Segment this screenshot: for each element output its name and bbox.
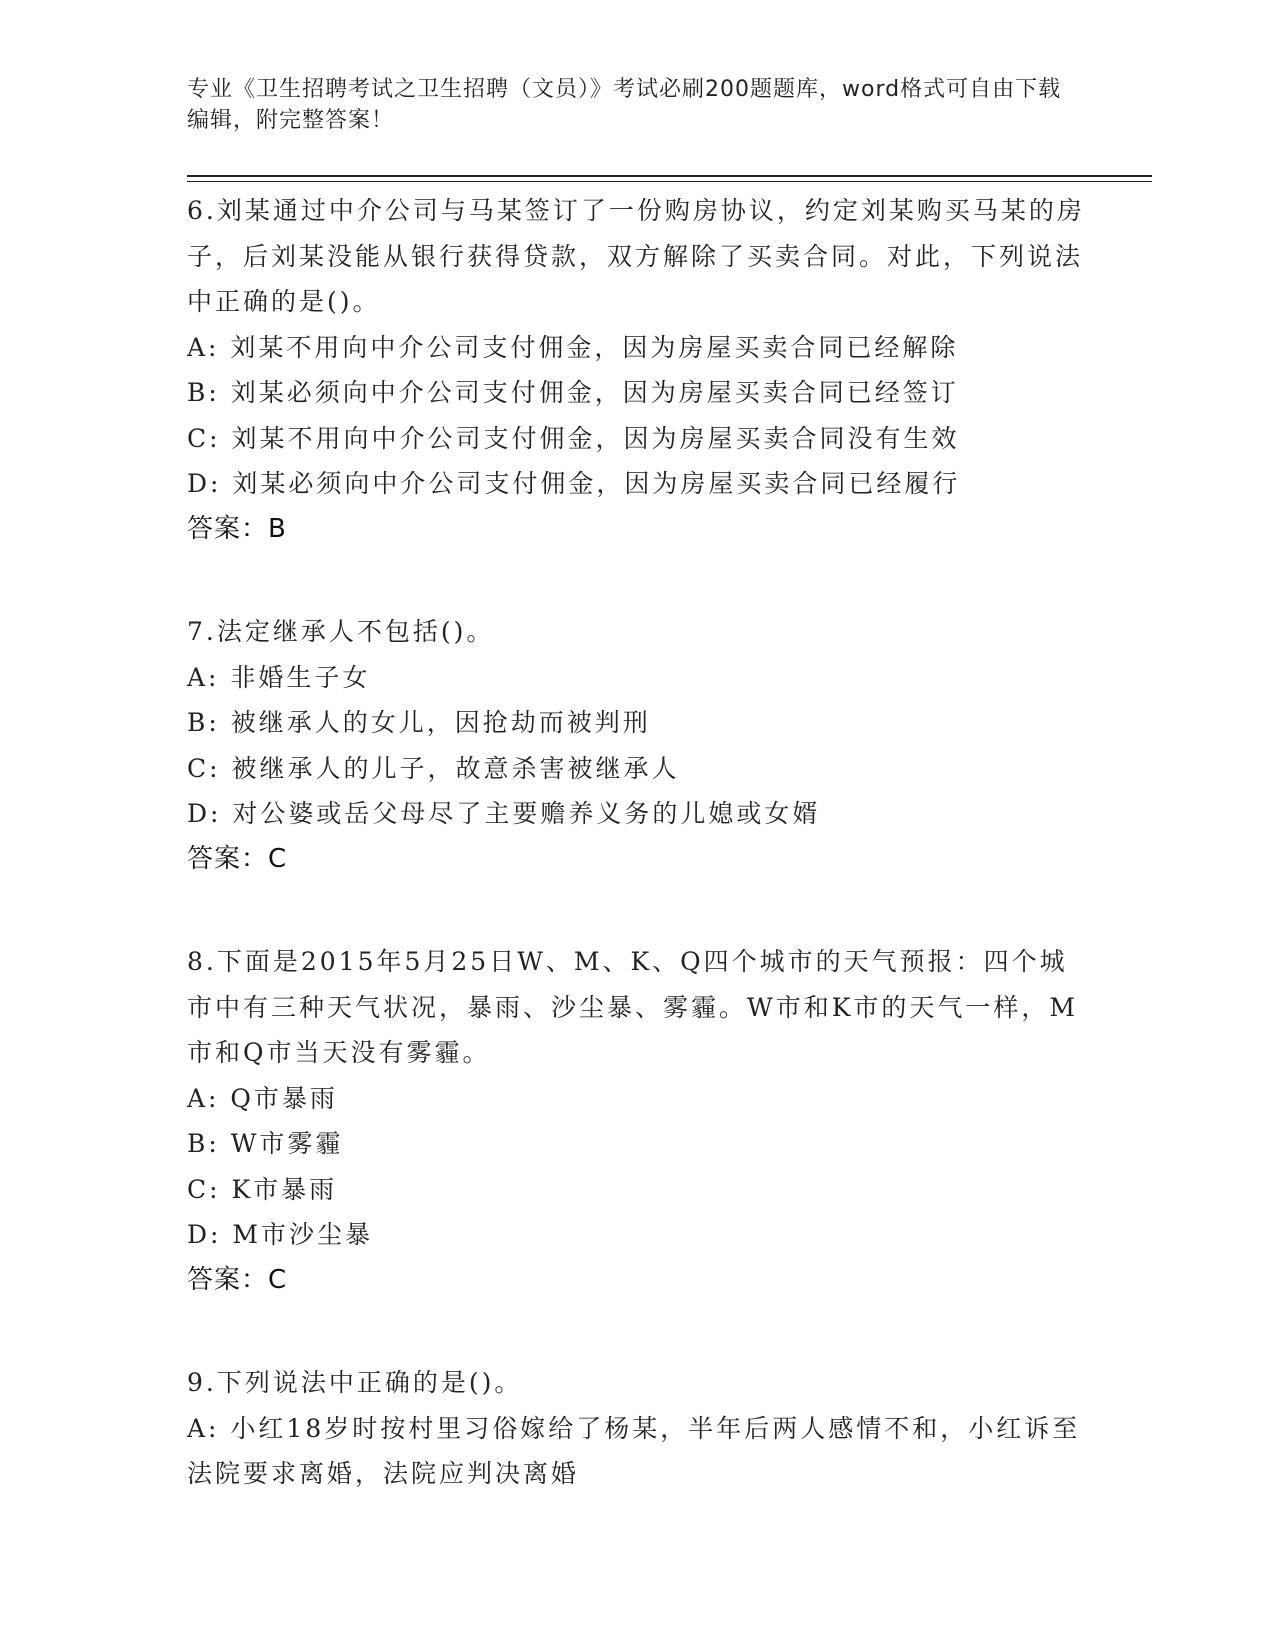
- option-c: C: 刘某不用向中介公司支付佣金，因为房屋买卖合同没有生效: [187, 423, 960, 453]
- question-stem: 6.刘某通过中介公司与马某签订了一份购房协议，约定刘某购买马某的房子，后刘某没能从银行获得贷款，双方解除了买卖合同。对此，下列说法中正确的是()。: [187, 196, 1085, 316]
- option-c: C: K市暴雨: [187, 1174, 338, 1204]
- option-a: A: 刘某不用向中介公司支付佣金，因为房屋买卖合同已经解除: [187, 332, 959, 362]
- question-stem: 7.法定继承人不包括()。: [187, 617, 495, 646]
- question-list: [187, 188, 1087, 1497]
- header-rule-thin: [187, 181, 1152, 182]
- question-6: [187, 188, 1087, 552]
- option-a: A: 小红18岁时按村里习俗嫁给了杨某，半年后两人感情不和，小红诉至法院要求离婚，法院应判决离婚: [187, 1413, 1081, 1488]
- answer: 答案：C: [187, 1264, 288, 1295]
- answer: 答案：C: [187, 843, 288, 874]
- question-8: [187, 939, 1087, 1303]
- question-stem: 9.下列说法中正确的是()。: [187, 1368, 523, 1397]
- option-c: C: 被继承人的儿子，故意杀害被继承人: [187, 753, 680, 783]
- document-header: 专业《卫生招聘考试之卫生招聘（文员）》考试必刷200题题库，word格式可自由下载编辑，附完整答案！: [187, 77, 1062, 133]
- question-stem: 8.下面是2015年5月25日W、M、K、Q四个城市的天气预报：四个城市中有三种天气状况，暴雨、沙尘暴、雾霾。W市和K市的天气一样，M市和Q市当天没有雾霾。: [187, 947, 1078, 1067]
- answer: 答案：B: [187, 513, 287, 544]
- question-7: [187, 609, 1087, 882]
- question-9: [187, 1360, 1087, 1497]
- option-d: D: 刘某必须向中介公司支付佣金，因为房屋买卖合同已经履行: [187, 469, 961, 498]
- option-d: D: M市沙尘暴: [187, 1220, 374, 1249]
- header-rule-thick: [187, 175, 1152, 177]
- option-b: B: 被继承人的女儿，因抢劫而被判刑: [187, 708, 651, 737]
- option-a: A: 非婚生子女: [187, 662, 371, 692]
- option-a: A: Q市暴雨: [187, 1083, 338, 1113]
- option-b: B: W市雾霾: [187, 1129, 344, 1158]
- option-b: B: 刘某必须向中介公司支付佣金，因为房屋买卖合同已经签订: [187, 378, 959, 407]
- option-d: D: 对公婆或岳父母尽了主要赡养义务的儿媳或女婿: [187, 799, 821, 828]
